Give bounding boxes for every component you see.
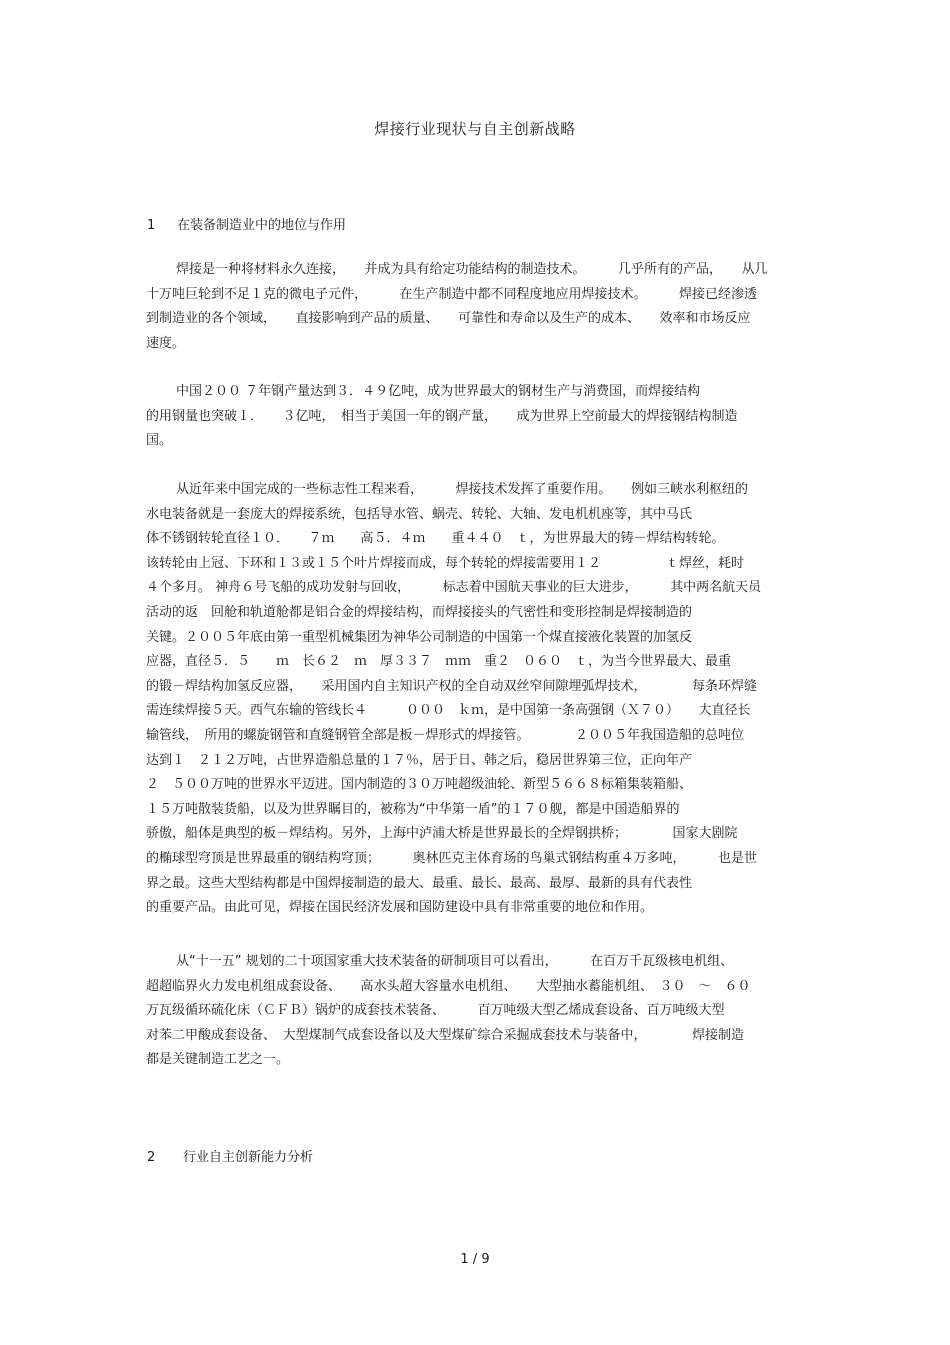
paragraph-line: 中国２００ ７年钢产量达到３．４９亿吨，成为世界最大的钢材生产与消费国，而焊接结构	[176, 384, 701, 399]
section-heading-1	[147, 214, 346, 233]
paragraph-five-year-plan	[146, 950, 806, 1073]
paragraph-line: 对苯二甲酸成套设备、 大型煤制气成套设备以及大型煤矿综合采掘成套技术与装备中， 焊接制造	[146, 1027, 745, 1043]
document-title: 焊接行业现状与自主创新战略	[374, 120, 576, 138]
paragraph-line: 骄傲，船体是典型的板－焊结构。另外，上海中泸浦大桥是世界最长的全焊钢拱桥； 国家大剧院	[146, 826, 738, 842]
paragraph-line: 关键。２００５年底由第一重型机械集团为神华公司制造的中国第一个煤直接液化装置的加氢反	[146, 629, 693, 645]
paragraph-line: 活动的返 回舱和轨道舱都是铝合金的焊接结构，而焊接接头的气密性和变形控制是焊接制造的	[146, 604, 693, 620]
paragraph-line: 的用钢量也突破１． ３亿吨， 相当于美国一年的钢产量， 成为世界上空前最大的焊接钢结构制造	[146, 408, 738, 424]
paragraph-line: 的锻－焊结构加氢反应器， 采用国内自主知识产权的全自动双丝窄间隙埋弧焊技术， 每条环焊缝	[146, 678, 758, 694]
paragraph-line: 该转轮由上冠、下环和１３或１５个叶片焊接而成，每个转轮的焊接需要用１２ ｔ焊丝，耗时	[146, 555, 745, 571]
section-title: 在装备制造业中的地位与作用	[177, 218, 347, 233]
paragraph-steel-output	[146, 380, 806, 454]
page-number: 1 / 9	[460, 1252, 490, 1267]
paragraph-line: 输管线， 所用的螺旋钢管和直缝钢管全部是板－焊形式的焊接管。 ２００５年我国造船的总吨位	[146, 727, 745, 743]
paragraph-line: 界之最。这些大型结构都是中国焊接制造的最大、最重、最长、最高、最厚、最新的具有代表性	[146, 875, 693, 891]
paragraph-line: 需连续焊接５天。西气东输的管线长４ ０００ ｋｍ，是中国第一条高强钢（Ｘ７０） 大直径长	[146, 703, 751, 719]
section-heading-2	[147, 1146, 313, 1165]
paragraph-line: 的椭球型穹顶是世界最重的钢结构穹顶； 奥林匹克主体育场的鸟巢式钢结构重４万多吨， 也是世	[146, 850, 758, 866]
paragraph-landmark-projects	[146, 478, 806, 921]
paragraph-line: 从“十一五” 规划的二十项国家重大技术装备的研制项目可以看出， 在百万千瓦级核电机组、	[176, 954, 734, 969]
section-number: 1	[147, 218, 156, 233]
paragraph-line: 的重要产品。由此可见，焊接在国民经济发展和国防建设中具有非常重要的地位和作用。	[146, 900, 654, 916]
paragraph-line: 焊接是一种将材料永久连接， 并成为具有给定功能结构的制造技术。 几乎所有的产品， 从几	[176, 262, 768, 277]
paragraph-line: 从近年来中国完成的一些标志性工程来看， 焊接技术发挥了重要作用。 例如三峡水利枢纽的	[176, 482, 749, 497]
section-number: 2	[147, 1150, 156, 1165]
paragraph-line: 应器，直径５．５ ｍ 长６２ ｍ 厚３３７ ｍｍ 重２ ０６０ ｔ，为当今世界最大、最重	[146, 654, 732, 670]
paragraph-line: 体不锈钢转轮直径１０． ７ｍ 高５．４ｍ 重４４０ ｔ，为世界最大的铸－焊结构转轮。	[146, 531, 725, 547]
paragraph-line: 国。	[146, 433, 173, 449]
paragraph-line: 达到１ ２１２万吨，占世界造船总量的１７％，居于日、韩之后，稳居世界第三位，正向年产	[146, 752, 693, 768]
paragraph-line: 水电装备就是一套庞大的焊接系统，包括导水管、蜗壳、转轮、大轴、发电机机座等，其中马氏	[146, 506, 693, 522]
paragraph-line: 万瓦级循环硫化床（ＣＦＢ）锅炉的成套技术装备、 百万吨级大型乙烯成套设备、百万吨级大型	[146, 1003, 725, 1019]
paragraph-welding-definition	[146, 258, 806, 356]
paragraph-line: 都是关键制造工艺之一。	[146, 1052, 290, 1068]
paragraph-line: 速度。	[146, 335, 186, 351]
paragraph-line: １５万吨散装货船，以及为世界瞩目的，被称为“中华第一盾”的１７０舰，都是中国造船界的	[146, 801, 680, 817]
paragraph-line: 十万吨巨轮到不足１克的微电子元件， 在生产制造中都不同程度地应用焊接技术。 焊接已经渗透	[146, 286, 758, 302]
paragraph-line: 到制造业的各个领域， 直接影响到产品的质量、 可靠性和寿命以及生产的成本、 效率和市场反应	[146, 311, 751, 327]
section-title: 行业自主创新能力分析	[183, 1150, 314, 1165]
paragraph-line: 超超临界火力发电机组成套设备、 高水头超大容量水电机组、 大型抽水蓄能机组、 ３０ ～ ６０	[146, 978, 751, 994]
paragraph-line: ２ ５００万吨的世界水平迈进。国内制造的３０万吨超级油轮、新型５６６８标箱集装箱船、	[146, 777, 693, 793]
paragraph-line: ４个多月。 神舟６号飞船的成功发射与回收， 标志着中国航天事业的巨大进步， 其中两名航天员	[146, 580, 762, 596]
